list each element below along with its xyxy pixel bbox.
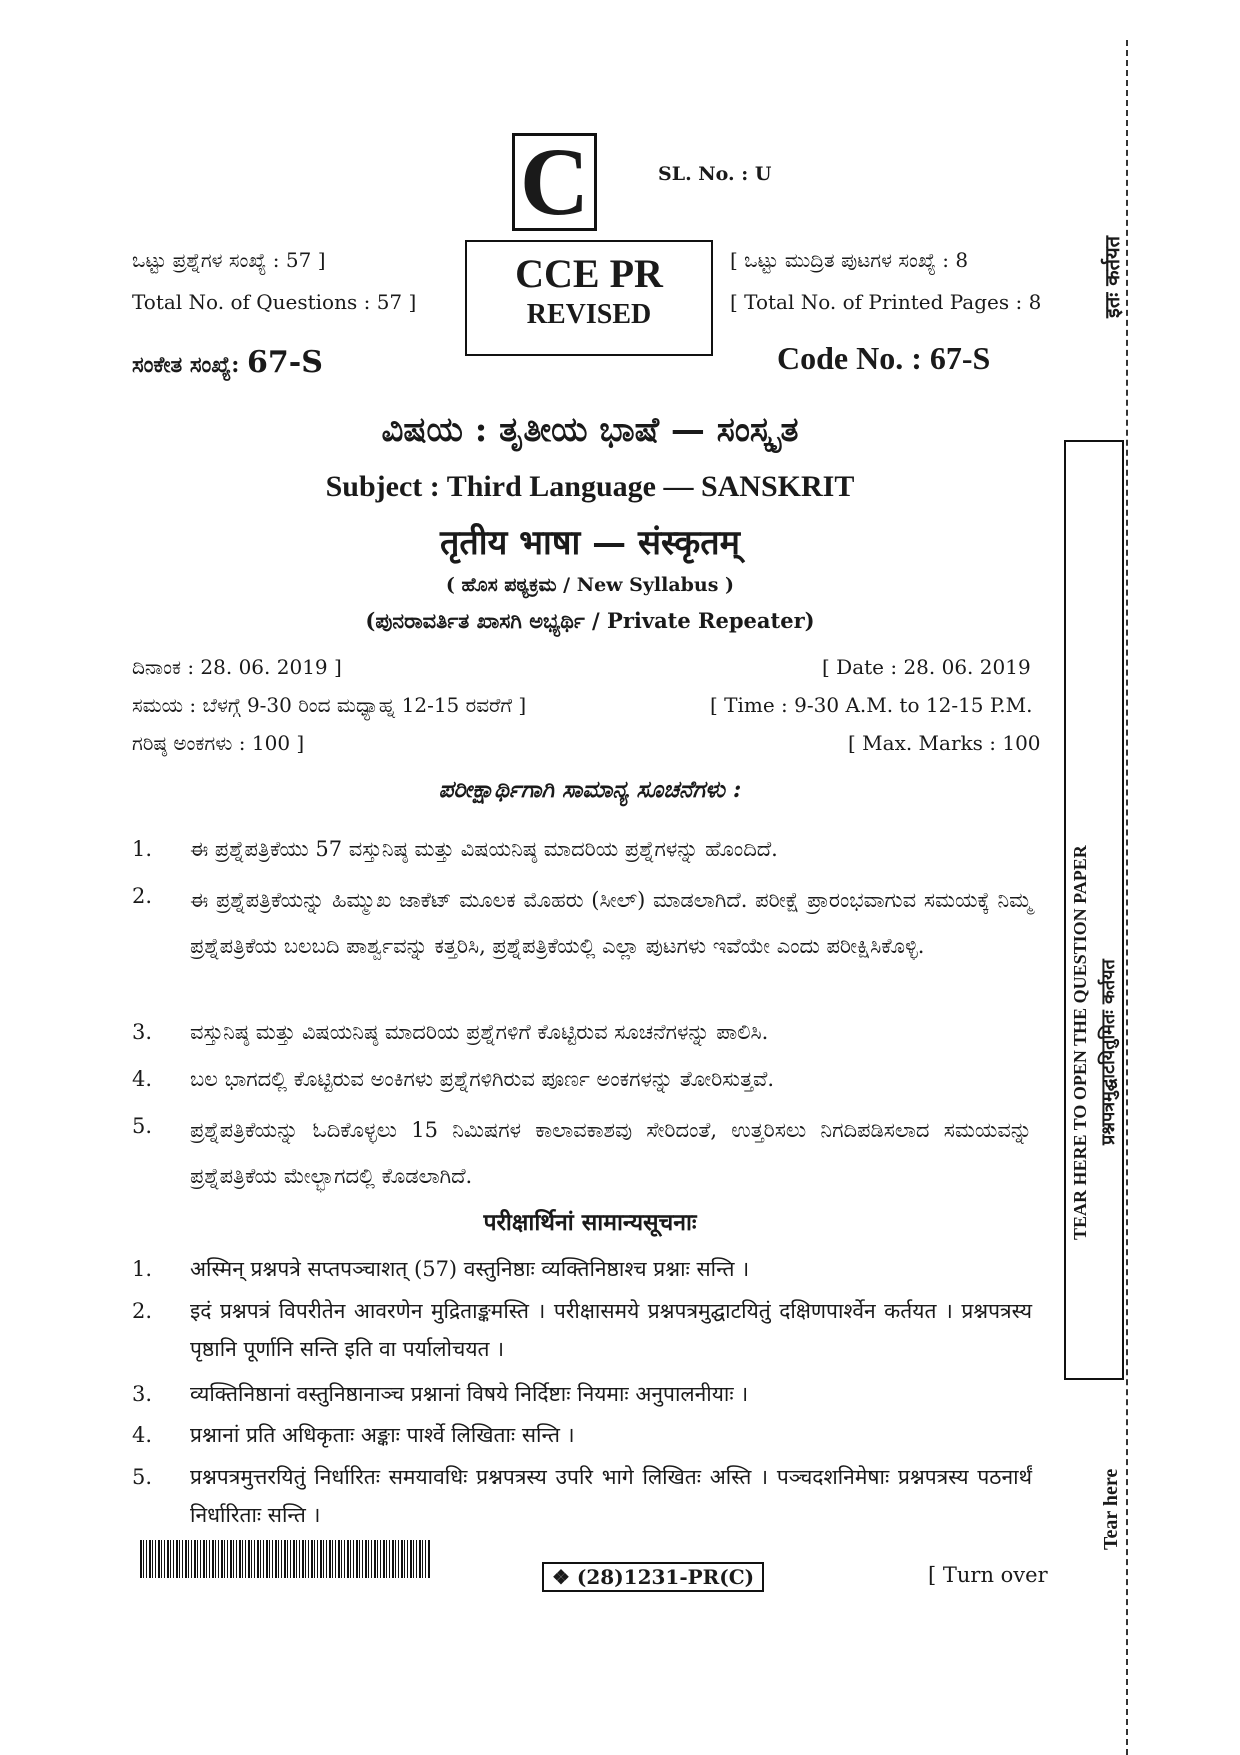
code-kn-label: ಸಂಕೇತ ಸಂಖ್ಯೆ: (132, 352, 240, 378)
instruction-item-sa: 2. इदं प्रश्नपत्रं विपरीतेन आवरणेन मुद्रिताङ्कमस्ति । परीक्षासमये प्रश्नपत्रमुद्घाटयितुं दक्षिणपार्श्वेन कर्तयत । प्रश्नपत्रस्य पृष्ठानि पूर्णानि सन्ति इति वा पर्यालोचयत । (132, 1299, 1032, 1361)
code-kn-value: 67-S (247, 345, 323, 380)
tear-label-bottom: Tear here (1100, 1468, 1122, 1550)
date-en: [ Date : 28. 06. 2019 (822, 655, 1031, 679)
paper-version-letter: C (519, 128, 590, 235)
date-kn: ದಿನಾಂಕ : 28. 06. 2019 ] (132, 655, 342, 679)
candidate-type-label: (ಪುನರಾವರ್ತಿತ ಖಾಸಗಿ ಅಭ್ಯರ್ಥಿ / Private Repeater) (365, 608, 815, 633)
exam-type-box (465, 240, 713, 356)
instructions-heading-kn: ಪರೀಕ್ಷಾರ್ಥಿಗಾಗಿ ಸಾಮಾನ್ಯ ಸೂಚನೆಗಳು : (438, 776, 742, 803)
paper-code: ❖ (28)1231-PR(C) (542, 1562, 764, 1592)
max-marks-kn: ಗರಿಷ್ಠ ಅಂಕಗಳು : 100 ] (132, 731, 305, 755)
code-number-kn (132, 345, 323, 380)
max-marks-en: [ Max. Marks : 100 (848, 731, 1041, 755)
printed-pages-en: [ Total No. of Printed Pages : 8 (730, 290, 1042, 314)
instruction-item-kn: 5. ಪ್ರಶ್ನೆಪತ್ರಿಕೆಯನ್ನು ಓದಿಕೊಳ್ಳಲು 15 ನಿಮಿಷಗಳ ಕಾಲಾವಕಾಶವು ಸೇರಿದಂತೆ, ಉತ್ತರಿಸಲು ನಿಗದಿಪಡಿಸಲಾದ ಸಮಯವನ್ನು ಪ್ರಶ್ನೆಪತ್ರಿಕೆಯ ಮೇಲ್ಭಾಗದಲ್ಲಿ ಕೊಡಲಾಗಿದೆ. (132, 1114, 1032, 1188)
serial-number: SL. No. : U (658, 163, 772, 185)
tear-instruction-en: TEAR HERE TO OPEN THE QUESTION PAPER (1070, 845, 1090, 1240)
time-en: [ Time : 9-30 A.M. to 12-15 P.M. (710, 693, 1033, 717)
code-number-en: Code No. : 67-S (777, 340, 991, 376)
exam-type-subtitle: REVISED (526, 299, 652, 330)
subject-title-en: Subject : Third Language — SANSKRIT (325, 470, 855, 503)
total-questions-kn: ಒಟ್ಟು ಪ್ರಶ್ನೆಗಳ ಸಂಖ್ಯೆ : 57 ] (132, 248, 326, 272)
syllabus-label: ( ಹೊಸ ಪಠ್ಯಕ್ರಮ / New Syllabus ) (445, 574, 735, 596)
instruction-item-kn: 4. ಬಲ ಭಾಗದಲ್ಲಿ ಕೊಟ್ಟಿರುವ ಅಂಕಿಗಳು ಪ್ರಶ್ನೆಗಳಿಗಿರುವ ಪೂರ್ಣ ಅಂಕಗಳನ್ನು ತೋರಿಸುತ್ತವೆ. (132, 1067, 775, 1091)
instruction-item-kn: 2. ಈ ಪ್ರಶ್ನೆಪತ್ರಿಕೆಯನ್ನು ಹಿಮ್ಮುಖ ಜಾಕೆಟ್ ಮೂಲಕ ಮೊಹರು (ಸೀಲ್) ಮಾಡಲಾಗಿದೆ. ಪರೀಕ್ಷೆ ಪ್ರಾರಂಭವಾಗುವ ಸಮಯಕ್ಕೆ ನಿಮ್ಮ ಪ್ರಶ್ನೆಪತ್ರಿಕೆಯ ಬಲಬದಿ ಪಾರ್ಶ್ವವನ್ನು ಕತ್ತರಿಸಿ, ಪ್ರಶ್ನೆಪತ್ರಿಕೆಯಲ್ಲಿ ಎಲ್ಲಾ ಪುಟಗಳು ಇವೆಯೇ ಎಂದು ಪರೀಕ್ಷಿಸಿಕೊಳ್ಳಿ. (132, 884, 1032, 958)
tear-line (1126, 40, 1128, 1755)
instructions-heading-sa: परीक्षार्थिनां सामान्यसूचनाः (483, 1209, 697, 1236)
time-kn: ಸಮಯ : ಬೆಳಗ್ಗೆ 9-30 ರಿಂದ ಮಧ್ಯಾಹ್ನ 12-15 ರವರೆಗೆ ] (132, 693, 527, 717)
instruction-item-sa: 4. प्रश्नानां प्रति अधिकृताः अङ्काः पार्श्वे लिखिताः सन्ति । (132, 1423, 575, 1447)
instruction-item-sa: 5. प्रश्नपत्रमुत्तरयितुं निर्धारितः समयावधिः प्रश्नपत्रस्य उपरि भागे लिखितः अस्ति । पञ्चदशनिमेषाः प्रश्नपत्रस्य पठनार्थं निर्धारिताः सन्ति । (132, 1465, 1032, 1527)
tear-label-top: इतः कर्तयत (1100, 236, 1124, 318)
instruction-item-kn: 3. ವಸ್ತುನಿಷ್ಠ ಮತ್ತು ವಿಷಯನಿಷ್ಠ ಮಾದರಿಯ ಪ್ರಶ್ನೆಗಳಿಗೆ ಕೊಟ್ಟಿರುವ ಸೂಚನೆಗಳನ್ನು ಪಾಲಿಸಿ. (132, 1020, 769, 1044)
instruction-item-sa: 3. व्यक्तिनिष्ठानां वस्तुनिष्ठानाञ्च प्रश्नानां विषये निर्दिष्टाः नियमाः अनुपालनीयाः । (132, 1382, 749, 1406)
subject-title-sa: तृतीय भाषा — संस्कृतम् (440, 523, 740, 563)
turn-over-label: [ Turn over (928, 1563, 1048, 1587)
tear-instruction-sa: प्रश्नपत्रमुद्घाटयितुमितः कर्तयत (1098, 959, 1119, 1145)
instruction-item-kn: 1. ಈ ಪ್ರಶ್ನೆಪತ್ರಿಕೆಯು 57 ವಸ್ತುನಿಷ್ಠ ಮತ್ತು ವಿಷಯನಿಷ್ಠ ಮಾದರಿಯ ಪ್ರಶ್ನೆಗಳನ್ನು ಹೊಂದಿದೆ. (132, 837, 778, 861)
exam-type-title: CCE PR (515, 251, 663, 296)
total-questions-en: Total No. of Questions : 57 ] (132, 290, 417, 314)
barcode (140, 1540, 430, 1578)
paper-version-box (512, 128, 597, 235)
subject-title-kn: ವಿಷಯ : ತೃತೀಯ ಭಾಷೆ — ಸಂಸ್ಕೃತ (381, 410, 799, 450)
printed-pages-kn: [ ಒಟ್ಟು ಮುದ್ರಿತ ಪುಟಗಳ ಸಂಖ್ಯೆ : 8 (730, 248, 969, 272)
instruction-item-sa: 1. अस्मिन् प्रश्नपत्रे सप्तपञ्चाशत् (57) वस्तुनिष्ठाः व्यक्तिनिष्ठाश्च प्रश्नाः सन्ति । (132, 1257, 750, 1281)
